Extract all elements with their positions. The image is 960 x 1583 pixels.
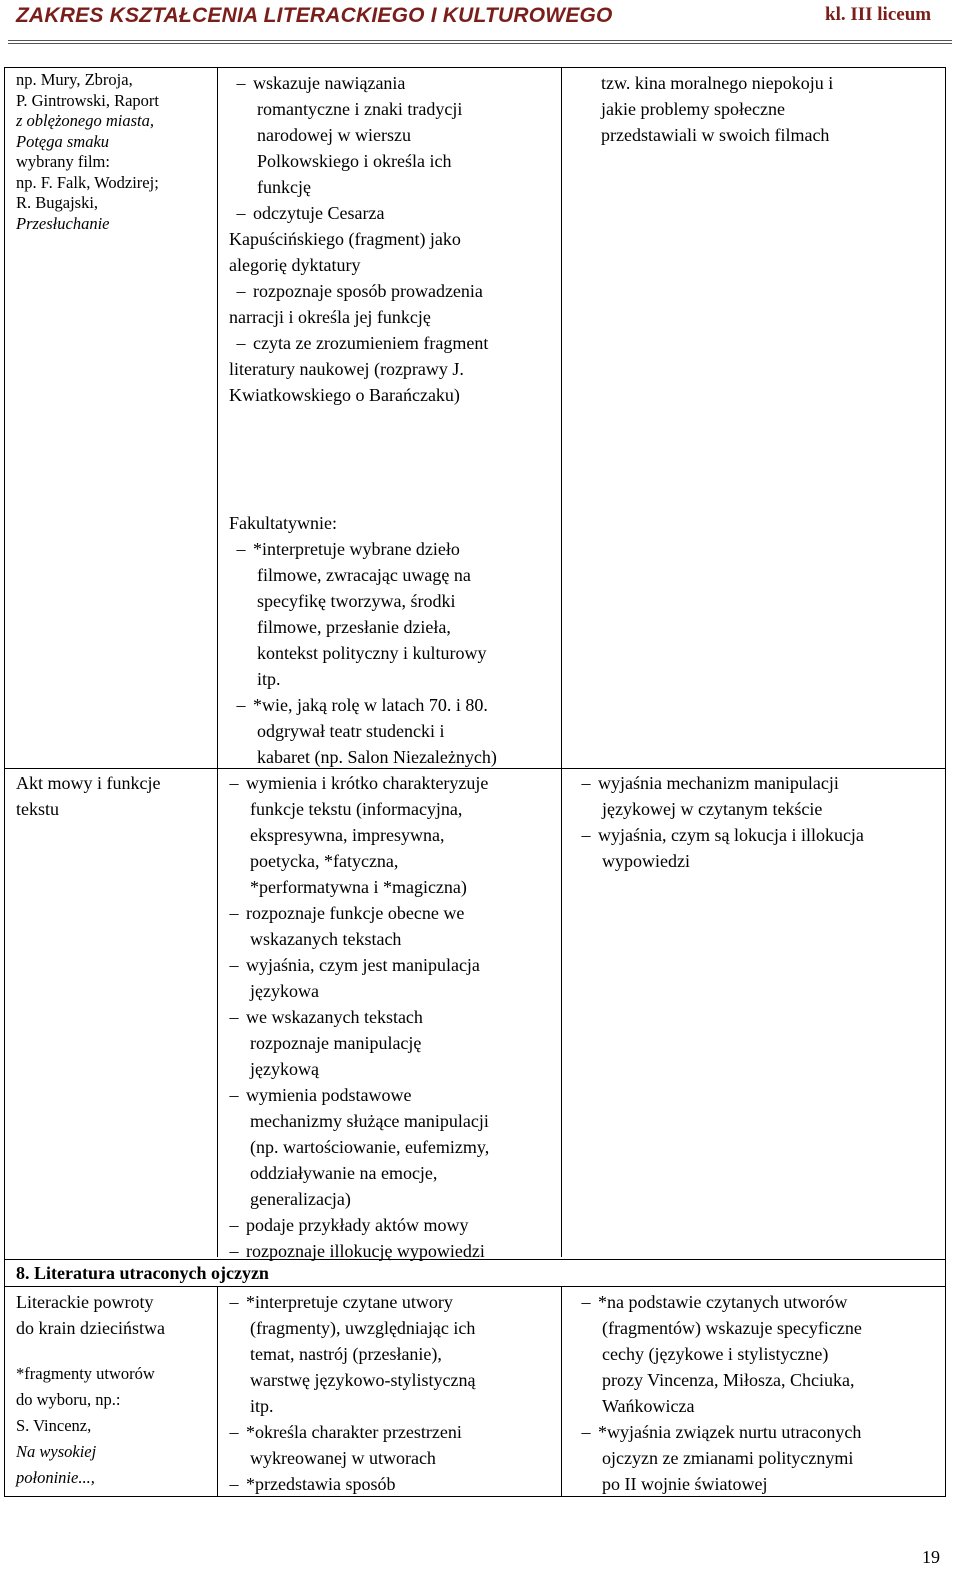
row-top-col3-line: przedstawiali w swoich filmach <box>601 125 830 145</box>
row-akt-col2-text: wymienia podstawowe <box>246 1085 412 1105</box>
row-top-col2-line <box>229 96 559 122</box>
row-akt-col3-text: wypowiedzi <box>602 851 690 871</box>
row-akt-col3-line <box>574 770 944 796</box>
row-top-col2-text: funkcję <box>257 177 311 197</box>
row-8-col3-line <box>574 1289 944 1315</box>
row-akt-col2 <box>222 770 558 1264</box>
row-8-col3-text: (fragmentów) wskazuje specyficzne <box>602 1318 862 1338</box>
page-header <box>0 0 960 52</box>
row-akt-col2-text: ekspresywna, impresywna, <box>250 825 445 845</box>
dash-bullet-icon: – <box>229 903 239 923</box>
table-left-border <box>4 67 5 1497</box>
row-8-col3-line <box>574 1367 944 1393</box>
row-akt-col3-text: wyjaśnia, czym są lokucja i illokucja <box>598 825 864 845</box>
row-8-col1-line <box>16 1439 214 1465</box>
row-8-col2 <box>222 1289 558 1497</box>
row-8-col1-line <box>16 1315 214 1341</box>
row-8-col1-line <box>16 1387 214 1413</box>
row-8-col3-text: *na podstawie czytanych utworów <box>598 1292 848 1312</box>
row-akt-col2-text: poetycka, *fatyczna, <box>250 851 399 871</box>
fakultatywnie-line <box>229 744 559 770</box>
row-8-col3-text: *wyjaśnia związek nurtu utraconych <box>598 1422 862 1442</box>
table-top-border <box>4 67 946 68</box>
row-8-col3-text: Wańkowicza <box>602 1396 695 1416</box>
row-top-col3-line: tzw. kina moralnego niepokoju i <box>601 73 834 93</box>
row-8-col1-line <box>16 1289 214 1315</box>
row-top-col1-line: np. F. Falk, Wodzirej; <box>16 172 159 192</box>
row-top-col2-line <box>229 200 559 226</box>
fakultatywnie-line <box>229 614 559 640</box>
dash-bullet-icon: – <box>236 203 246 223</box>
row-akt-col2-text: wymienia i krótko charakteryzuje <box>246 773 489 793</box>
row-akt-col2-text: *performatywna i *magiczna) <box>250 877 467 897</box>
row-8-col2-line <box>222 1341 558 1367</box>
row-akt-col3-text: językowej w czytanym tekście <box>602 799 823 819</box>
row-akt-col2-line <box>222 1082 558 1108</box>
row-akt-col2-line <box>222 900 558 926</box>
column-divider-2 <box>561 67 562 1257</box>
row-8-col2-line <box>222 1393 558 1419</box>
dash-bullet-icon: – <box>229 773 239 793</box>
row-akt-col2-line <box>222 770 558 796</box>
row-8-col3 <box>574 1289 944 1497</box>
document-title: ZAKRES KSZTAŁCENIA LITERACKIEGO I KULTUROWEGO <box>16 4 613 27</box>
row-8-col2-text: wykreowanej w utworach <box>250 1448 436 1468</box>
row-top-col1-line: wybrany film: <box>16 152 110 171</box>
fakultatywnie-heading: Fakultatywnie: <box>229 513 337 533</box>
row-top-col2-line <box>229 148 559 174</box>
row-8-col2-text: temat, nastrój (przesłanie), <box>250 1344 442 1364</box>
row-akt-col2-line <box>222 848 558 874</box>
row-akt-col2-line <box>222 978 558 1004</box>
dash-bullet-icon: – <box>229 955 239 975</box>
row-top-col2-line <box>229 330 559 356</box>
row-top-col2-line <box>229 382 559 408</box>
row-top-col2-line <box>229 304 559 330</box>
row-8-col2-line <box>222 1445 558 1471</box>
fakultatywnie-text: *interpretuje wybrane dzieło <box>253 539 460 559</box>
row-top-col2-line <box>229 356 559 382</box>
row-akt-col3-line <box>574 796 944 822</box>
row-top-col2 <box>229 70 559 408</box>
fakultatywnie-text: odgrywał teatr studencki i <box>257 721 445 741</box>
dash-bullet-icon: – <box>229 1007 239 1027</box>
row-top-col2-text: narracji i określa jej funkcję <box>229 307 431 327</box>
row-akt-col2-line <box>222 1160 558 1186</box>
row-top-col2-text: wskazuje nawiązania <box>253 73 406 93</box>
dash-bullet-icon: – <box>236 695 246 715</box>
row-top-col3-line: jakie problemy społeczne <box>601 99 785 119</box>
section-8-title: 8. Literatura utraconych ojczyzn <box>16 1263 269 1283</box>
row-akt-col2-text: generalizacja) <box>250 1189 351 1209</box>
row-8-col1-line <box>16 1361 214 1387</box>
row-akt-col2-text: językową <box>250 1059 319 1079</box>
row-akt-col3 <box>574 770 944 874</box>
row-akt-col2-text: (np. wartościowanie, eufemizmy, <box>250 1137 490 1157</box>
row-top-col2-text: alegorię dyktatury <box>229 255 361 275</box>
row-top-col2-line <box>229 122 559 148</box>
dash-bullet-icon: – <box>581 1422 591 1442</box>
row-akt-col1-line: tekstu <box>16 799 59 819</box>
fakultatywnie-line <box>229 536 559 562</box>
row-top-col2-line <box>229 278 559 304</box>
header-rule <box>8 40 952 44</box>
dash-bullet-icon: – <box>229 1422 239 1442</box>
row-8-col3-text: po II wojnie światowej <box>602 1474 768 1494</box>
row-8-col2-line <box>222 1315 558 1341</box>
dash-bullet-icon: – <box>236 539 246 559</box>
row-8-col3-line <box>574 1445 944 1471</box>
column-divider-1 <box>217 67 218 1257</box>
row-8-col3-text: prozy Vincenza, Miłosza, Chciuka, <box>602 1370 855 1390</box>
row-akt-col3-text: wyjaśnia mechanizm manipulacji <box>598 773 839 793</box>
row-akt-col2-text: rozpoznaje illokucję wypowiedzi <box>246 1241 485 1261</box>
row-akt-col2-line <box>222 1212 558 1238</box>
row-akt-col2-line <box>222 1238 558 1264</box>
row-8-col1-text: *fragmenty utworów <box>16 1364 155 1383</box>
row-8-col1-text: do wyboru, np.: <box>16 1390 121 1409</box>
row-akt-col2-text: oddziaływanie na emocje, <box>250 1163 438 1183</box>
fakultatywnie-text: filmowe, przesłanie dzieła, <box>257 617 451 637</box>
row-8-col2-text: warstwę językowo-stylistyczną <box>250 1370 476 1390</box>
row-8-col1 <box>16 1289 214 1491</box>
row-top-col1-line: z oblężonego miasta, <box>16 111 154 130</box>
row-akt-col2-text: mechanizmy służące manipulacji <box>250 1111 489 1131</box>
fakultatywnie-text: kabaret (np. Salon Niezależnych) <box>257 747 497 767</box>
row-8-col1-line <box>16 1465 214 1491</box>
fakultatywnie-text: itp. <box>257 669 281 689</box>
row-top-col2-text: rozpoznaje sposób prowadzenia <box>253 281 483 301</box>
row-top-col1-line: P. Gintrowski, Raport <box>16 90 160 110</box>
row-akt-col2-line <box>222 926 558 952</box>
row-top-col1 <box>16 70 214 234</box>
row-top-col2-line <box>229 174 559 200</box>
row-akt-col2-line <box>222 874 558 900</box>
row-akt-col2-line <box>222 1108 558 1134</box>
row-akt-col1 <box>16 770 214 822</box>
row-8-col1-text: Literackie powroty <box>16 1292 154 1312</box>
row-8-col2-line <box>222 1289 558 1315</box>
fakultatywnie-block <box>229 510 559 770</box>
fakultatywnie-line <box>229 692 559 718</box>
row-8-col2-line <box>222 1419 558 1445</box>
row-akt-col2-text: funkcje tekstu (informacyjna, <box>250 799 463 819</box>
dash-bullet-icon: – <box>229 1085 239 1105</box>
fakultatywnie-text: *wie, jaką rolę w latach 70. i 80. <box>253 695 488 715</box>
row-8-col2-text: *interpretuje czytane utwory <box>246 1292 453 1312</box>
row-8-col2-line <box>222 1471 558 1497</box>
fakultatywnie-line <box>229 640 559 666</box>
row-8-col3-text: cechy (językowe i stylistyczne) <box>602 1344 829 1364</box>
row-akt-col2-text: we wskazanych tekstach <box>246 1007 423 1027</box>
row-top-col2-text: literatury naukowej (rozprawy J. <box>229 359 464 379</box>
row-akt-col2-line <box>222 796 558 822</box>
row-akt-col2-text: wskazanych tekstach <box>250 929 402 949</box>
row-8-col1-line <box>16 1341 214 1361</box>
fakultatywnie-line <box>229 666 559 692</box>
row-8-col3-line <box>574 1393 944 1419</box>
row-8-col2-line <box>222 1367 558 1393</box>
row-8-col3-line <box>574 1315 944 1341</box>
table-right-border <box>945 67 946 1497</box>
row-top-col2-text: Kapuścińskiego (fragment) jako <box>229 229 461 249</box>
row-akt-col2-line <box>222 1134 558 1160</box>
fakultatywnie-line <box>229 562 559 588</box>
row-8-col2-text: (fragmenty), uwzględniając ich <box>250 1318 476 1338</box>
row-akt-col2-text: podaje przykłady aktów mowy <box>246 1215 469 1235</box>
row-8-col1-text: S. Vincenz, <box>16 1416 92 1435</box>
dash-bullet-icon: – <box>236 73 246 93</box>
dash-bullet-icon: – <box>581 773 591 793</box>
row-akt-col2-text: językowa <box>250 981 319 1001</box>
row-8-col3-line <box>574 1419 944 1445</box>
row-8-col2-text: *przedstawia sposób <box>246 1474 396 1494</box>
row-8-col3-text: ojczyzn ze zmianami politycznymi <box>602 1448 854 1468</box>
page-number: 19 <box>922 1547 940 1567</box>
row-top-col2-line <box>229 252 559 278</box>
dash-bullet-icon: – <box>581 1292 591 1312</box>
row-8-col3-line <box>574 1341 944 1367</box>
dash-bullet-icon: – <box>581 825 591 845</box>
row-8-col1-text: do krain dzieciństwa <box>16 1318 165 1338</box>
row-top-col1-line: np. Mury, Zbroja, <box>16 70 133 89</box>
row-top-col2-text: romantyczne i znaki tradycji <box>257 99 463 119</box>
row-akt-col2-line <box>222 1004 558 1030</box>
row-akt-col3-line <box>574 848 944 874</box>
dash-bullet-icon: – <box>229 1215 239 1235</box>
fakultatywnie-text: filmowe, zwracając uwagę na <box>257 565 471 585</box>
row-8-col1-line <box>16 1413 214 1439</box>
row-8-col2-text: itp. <box>250 1396 274 1416</box>
class-label: kl. III liceum <box>825 4 932 25</box>
row-akt-col1-line: Akt mowy i funkcje <box>16 773 161 793</box>
dash-bullet-icon: – <box>229 1292 239 1312</box>
row-akt-col2-line <box>222 822 558 848</box>
row-top-col2-text: narodowej w wierszu <box>257 125 411 145</box>
dash-bullet-icon: – <box>236 281 246 301</box>
fakultatywnie-line <box>229 718 559 744</box>
row-top-col1-line: Przesłuchanie <box>16 213 110 233</box>
row-akt-col2-line <box>222 1186 558 1212</box>
row-top-col1-line: R. Bugajski, <box>16 193 99 212</box>
row-8-col1-text: Na wysokiej <box>16 1442 97 1461</box>
row-top-col2-text: czyta ze zrozumieniem fragment <box>253 333 489 353</box>
row-top-col2-text: odczytuje Cesarza <box>253 203 385 223</box>
dash-bullet-icon: – <box>229 1241 239 1261</box>
row-top-col2-text: Polkowskiego i określa ich <box>257 151 452 171</box>
row-8-col2-text: *określa charakter przestrzeni <box>246 1422 462 1442</box>
fakultatywnie-text: kontekst polityczny i kulturowy <box>257 643 487 663</box>
dash-bullet-icon: – <box>236 333 246 353</box>
row-akt-col2-text: rozpoznaje manipulację <box>250 1033 422 1053</box>
fakultatywnie-text: specyfikę tworzywa, środki <box>257 591 456 611</box>
dash-bullet-icon: – <box>229 1474 239 1494</box>
row-divider-section8-bottom <box>4 1286 946 1287</box>
row-top-col2-line <box>229 226 559 252</box>
row-akt-col2-text: rozpoznaje funkcje obecne we <box>246 903 465 923</box>
row-akt-col2-line <box>222 1056 558 1082</box>
row-akt-col2-line <box>222 952 558 978</box>
row-akt-col2-text: wyjaśnia, czym jest manipulacja <box>246 955 480 975</box>
row-8-col3-line <box>574 1471 944 1497</box>
row-akt-col3-line <box>574 822 944 848</box>
row-top-col1-line: Potęga smaku <box>16 131 110 151</box>
row-8-col1-text: połoninie..., <box>16 1468 95 1487</box>
row-akt-col2-line <box>222 1030 558 1056</box>
column-divider-2b <box>561 1286 562 1497</box>
row-top-col2-text: Kwiatkowskiego o Barańczaku) <box>229 385 460 405</box>
column-divider-1b <box>217 1286 218 1497</box>
row-top-col3 <box>601 70 941 148</box>
row-top-col2-line <box>229 70 559 96</box>
fakultatywnie-line <box>229 588 559 614</box>
